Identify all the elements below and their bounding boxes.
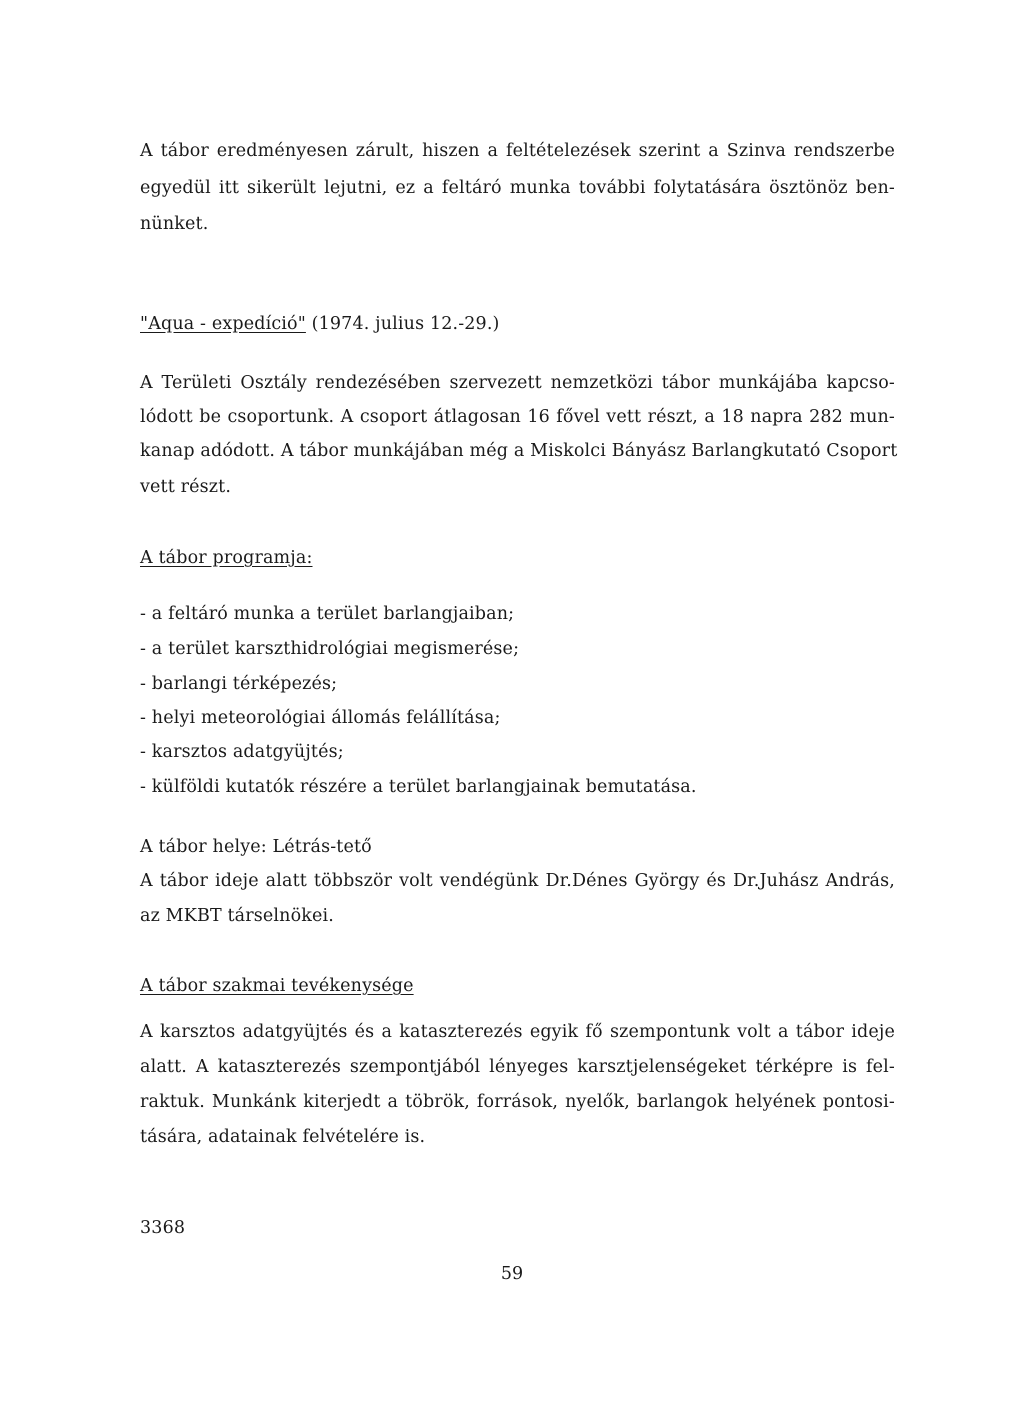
program-heading: A tábor programja: (140, 548, 313, 568)
document-code: 3368 (140, 1218, 186, 1238)
paragraph-line: lódott be csoportunk. A csoport átlagosan 16 fővel vett részt, a 18 napra 282 mun- (140, 407, 895, 427)
activity-line: A karsztos adatgyüjtés és a kataszterezés egyik fő szempontunk volt a tábor ideje (140, 1022, 895, 1042)
expedition-heading (140, 313, 500, 335)
activity-line: alatt. A kataszterezés szempontjából lényeges karsztjelenségeket térképre is fel- (140, 1057, 895, 1077)
guests-line: az MKBT társelnökei. (140, 906, 334, 926)
program-item: - külföldi kutatók részére a terület barlangjainak bemutatása. (140, 777, 697, 797)
activity-line: tására, adatainak felvételére is. (140, 1127, 426, 1147)
expedition-date: (1974. julius 12.-29.) (311, 314, 500, 334)
location-line: A tábor helye: Létrás-tető (140, 837, 372, 857)
program-item: - barlangi térképezés; (140, 674, 338, 694)
program-item: - a feltáró munka a terület barlangjaiban; (140, 604, 515, 624)
paragraph-line: A Területi Osztály rendezésében szervezett nemzetközi tábor munkájába kapcso- (140, 373, 895, 393)
program-item: - karsztos adatgyüjtés; (140, 742, 344, 762)
page-number: 59 (500, 1264, 524, 1284)
paragraph-line: egyedül itt sikerült lejutni, ez a feltáró munka további folytatására ösztönöz ben- (140, 178, 895, 198)
paragraph-line: A tábor eredményesen zárult, hiszen a feltételezések szerint a Szinva rendszerbe (140, 141, 895, 161)
activity-line: raktuk. Munkánk kiterjedt a töbrök, források, nyelők, barlangok helyének pontosi- (140, 1092, 895, 1112)
activity-heading: A tábor szakmai tevékenysége (140, 976, 414, 996)
paragraph-line: vett részt. (140, 477, 232, 497)
expedition-title: "Aqua - expedíció" (140, 314, 306, 334)
paragraph-line: nünket. (140, 214, 209, 234)
program-item: - a terület karszthidrológiai megismerése; (140, 639, 520, 659)
guests-line: A tábor ideje alatt többször volt vendégünk Dr.Dénes György és Dr.Juhász András, (140, 871, 895, 891)
program-item: - helyi meteorológiai állomás felállítása; (140, 708, 501, 728)
paragraph-line: kanap adódott. A tábor munkájában még a Miskolci Bányász Barlangkutató Csoport (140, 441, 898, 461)
